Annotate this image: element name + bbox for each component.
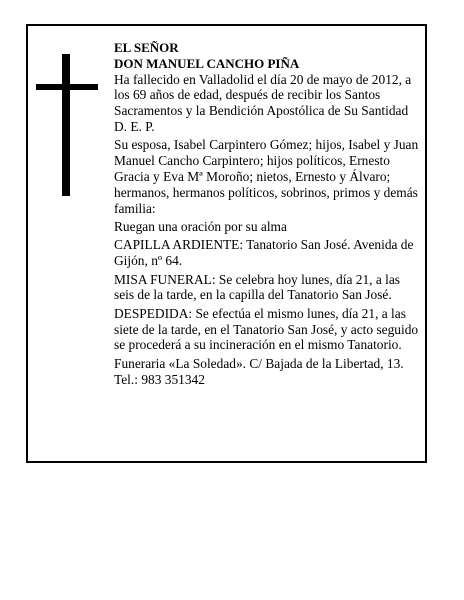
obituary-heading [114, 40, 420, 72]
obituary-title: EL SEÑOR [114, 40, 179, 55]
cross-vertical-bar [62, 54, 70, 196]
farewell-paragraph: DESPEDIDA: Se efectúa el mismo lunes, día 21, a las siete de la tarde, en el Tanatorio San José, y acto seguido se procederá a su incineración en el mismo Tanatorio. [114, 305, 419, 353]
funeral-home-paragraph: Funeraria «La Soledad». C/ Bajada de la Libertad, 13. Tel.: 983 351342 [114, 355, 404, 387]
chapel-paragraph: CAPILLA ARDIENTE: Tanatorio San José. Avenida de Gijón, nº 64. [114, 237, 414, 269]
latin-cross-icon [36, 54, 98, 196]
deceased-name: DON MANUEL CANCHO PIÑA [114, 55, 300, 71]
obituary-text [114, 40, 420, 390]
family-paragraph: Su esposa, Isabel Carpintero Gómez; hijos, Isabel y Juan Manuel Cancho Carpintero; hijos políticos, Ernesto Gracia y Eva Mª Moroño; nietos, Ernesto y Álvaro; hermanos, hermanos políticos, sobrinos, primos y demás familia: [114, 137, 419, 216]
death-announcement-paragraph: Ha fallecido en Valladolid el día 20 de mayo de 2012, a los 69 años de edad, después de recibir los Santos Sacramentos y la Bendición Apostólica de Su Santidad D. E. P. [114, 71, 412, 134]
prayer-request-paragraph: Ruegan una oración por su alma [114, 218, 287, 234]
cross-horizontal-bar [36, 84, 98, 90]
funeral-mass-paragraph: MISA FUNERAL: Se celebra hoy lunes, día 21, a las seis de la tarde, en la capilla del Tanatorio San José. [114, 271, 400, 303]
